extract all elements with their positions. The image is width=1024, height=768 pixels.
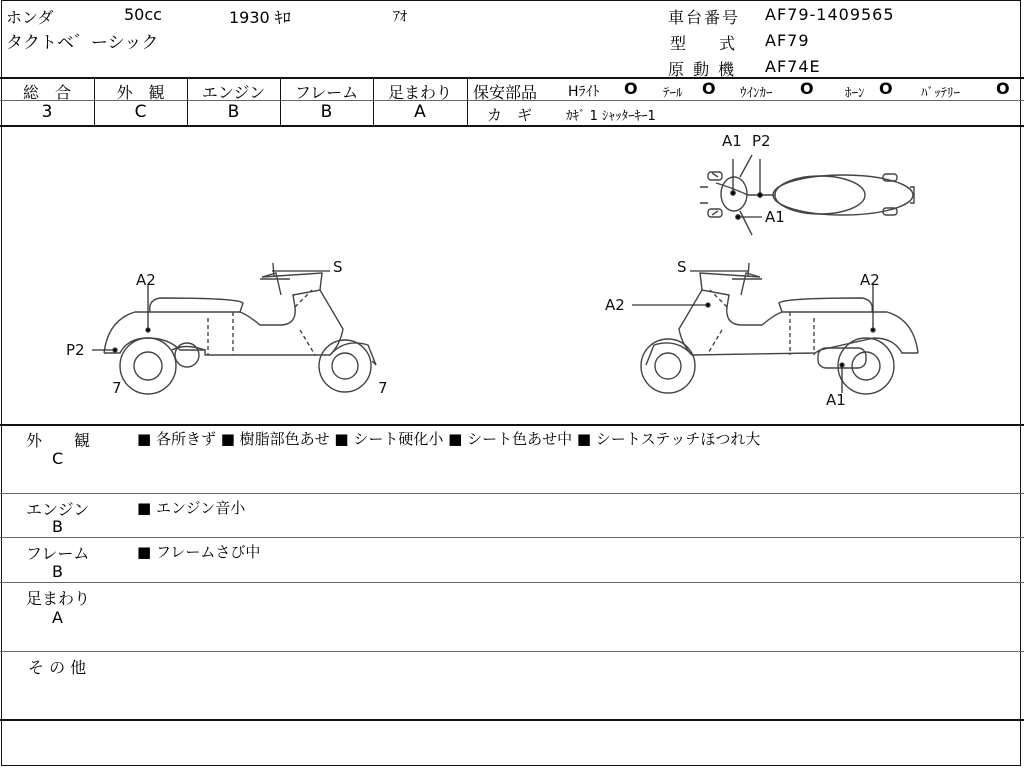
grade-engine-label: エンジン xyxy=(201,83,266,102)
left-7b-label: 7 xyxy=(378,379,388,397)
safety-battery-mark: O xyxy=(996,79,1010,98)
top-a1b-label: A1 xyxy=(765,208,785,226)
key-label: カ ギ xyxy=(487,106,533,124)
grade-suspension-value: A xyxy=(414,102,426,122)
grade-frame-value: B xyxy=(320,102,333,122)
right-a2-left-label: A2 xyxy=(605,296,625,314)
right-s-label: S xyxy=(677,258,687,276)
detail-engine-grade: B xyxy=(52,517,63,536)
grade-divider-5 xyxy=(467,78,468,125)
displacement: 50cc xyxy=(124,5,162,24)
detail-frame-label: フレーム xyxy=(26,544,90,563)
left-p2-label: P2 xyxy=(66,341,85,359)
mileage: 1930 ｷﾛ xyxy=(229,8,291,27)
engine-label: 原 動 機 xyxy=(668,60,737,79)
details-line-1 xyxy=(0,493,1024,494)
frame-no-label: 車台番号 xyxy=(668,8,741,27)
detail-exterior-label: 外 観 xyxy=(26,431,91,450)
safety-tail-label: ﾃｰﾙ xyxy=(663,86,683,101)
grade-top-line xyxy=(0,77,1024,79)
detail-suspension-grade: A xyxy=(52,608,63,627)
grade-overall-value: 3 xyxy=(41,102,53,122)
safety-horn-label: ﾎｰﾝ xyxy=(845,86,865,101)
engine-value: AF74E xyxy=(765,57,821,76)
top-p2-label: P2 xyxy=(752,132,771,150)
grade-exterior-label: 外 観 xyxy=(116,83,165,102)
details-bottom-line xyxy=(0,719,1024,721)
detail-suspension-label: 足まわり xyxy=(26,589,91,608)
safety-headlight-mark: O xyxy=(624,79,638,98)
detail-other-label: そ の 他 xyxy=(28,658,87,677)
color: ｱｵ xyxy=(393,9,407,25)
right-a2-right-label: A2 xyxy=(860,271,880,289)
frame-no: AF79-1409565 xyxy=(765,5,895,24)
top-a1-label: A1 xyxy=(722,132,742,150)
grade-exterior-value: C xyxy=(134,102,147,122)
safety-tail-mark: O xyxy=(702,79,716,98)
details-line-3 xyxy=(0,582,1024,583)
left-a2-label: A2 xyxy=(136,271,156,289)
grade-overall-label: 総 合 xyxy=(22,83,71,102)
maker: ホンダ xyxy=(6,8,54,27)
safety-winker-mark: O xyxy=(800,79,814,98)
safety-label: 保安部品 xyxy=(473,83,538,102)
safety-winker-label: ｳｲﾝｶｰ xyxy=(740,86,773,101)
detail-frame-text: ■ フレームさび中 xyxy=(137,543,261,561)
grade-frame-label: フレーム xyxy=(294,83,359,102)
detail-frame-grade: B xyxy=(52,562,63,581)
damage-diagram xyxy=(0,125,1024,425)
left-s-label: S xyxy=(333,258,343,276)
grade-suspension-label: 足まわり xyxy=(387,83,452,102)
safety-battery-label: ﾊﾞｯﾃﾘｰ xyxy=(921,86,960,101)
key-value: ｶｷﾞ 1 ｼｬｯﾀｰｷｰ1 xyxy=(566,109,656,124)
detail-engine-text: ■ エンジン音小 xyxy=(137,499,246,517)
detail-exterior-grade: C xyxy=(52,449,64,468)
right-a1-label: A1 xyxy=(826,391,846,409)
details-line-4 xyxy=(0,651,1024,652)
safety-horn-mark: O xyxy=(879,79,893,98)
safety-headlight-label: Hﾗｲﾄ xyxy=(568,84,600,100)
detail-engine-label: エンジン xyxy=(26,500,90,519)
left-7a-label: 7 xyxy=(112,379,122,397)
model-name: タクトベ゛ーシック xyxy=(6,33,159,53)
grade-engine-value: B xyxy=(227,102,240,122)
details-line-2 xyxy=(0,537,1024,538)
detail-exterior-text: ■ 各所きず ■ 樹脂部色あせ ■ シート硬化小 ■ シート色あせ中 ■ シートステッチほつれ大 xyxy=(137,430,761,448)
type-label: 型 式 xyxy=(670,34,740,53)
details-top-line xyxy=(0,424,1024,426)
type-value: AF79 xyxy=(765,31,810,50)
